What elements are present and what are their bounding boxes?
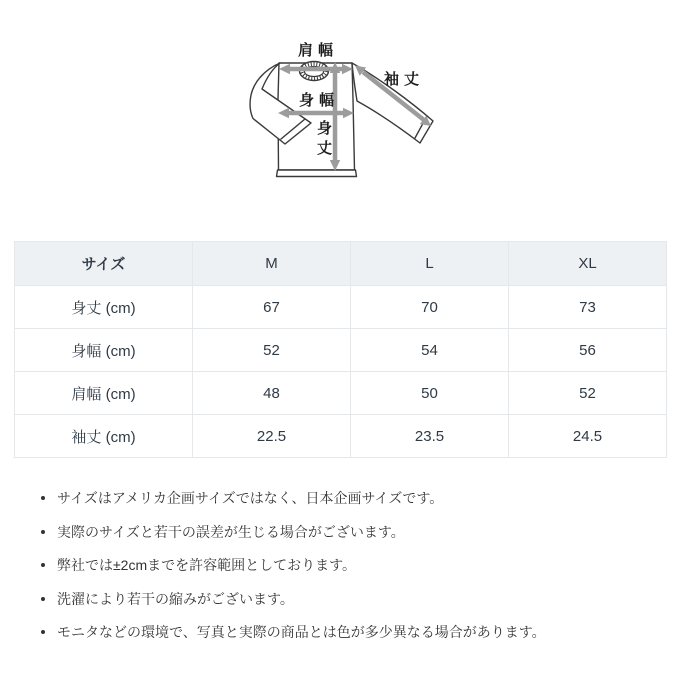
shirt-measurement-svg (0, 0, 680, 235)
row-label: 肩幅 (cm) (15, 372, 193, 415)
cell-value: 52 (509, 372, 667, 415)
cell-value: 48 (193, 372, 351, 415)
list-item (40, 523, 660, 543)
shoulder-width-label: 肩幅 (298, 42, 339, 59)
size-table-header-l: L (351, 242, 509, 286)
table-row-shoulder-width (15, 372, 667, 415)
size-table (14, 241, 667, 458)
bullet-icon (41, 597, 45, 601)
note-text: 弊社では±2cmまでを許容範囲としております。 (57, 557, 357, 574)
sleeve-length-label: 袖丈 (384, 71, 425, 88)
size-table-header-row (15, 242, 667, 286)
cell-value: 67 (193, 286, 351, 329)
list-item (40, 489, 660, 509)
note-text: 実際のサイズと若干の誤差が生じる場合がございます。 (57, 523, 405, 540)
note-text: サイズはアメリカ企画サイズではなく、日本企画サイズです。 (57, 490, 444, 506)
list-item (40, 623, 660, 643)
bullet-icon (41, 530, 45, 534)
bullet-icon (41, 496, 45, 500)
cell-value: 24.5 (509, 415, 667, 458)
bullet-icon (41, 563, 45, 567)
size-table-header-size: サイズ (15, 242, 193, 286)
list-item (40, 556, 660, 576)
cell-value: 70 (351, 286, 509, 329)
table-row-sleeve-length (15, 415, 667, 458)
cell-value: 50 (351, 372, 509, 415)
note-text: 洗濯により若干の縮みがございます。 (57, 590, 294, 607)
row-label: 身丈 (cm) (15, 286, 193, 329)
list-item (40, 590, 660, 610)
size-table-header-xl: XL (509, 242, 667, 286)
cell-value: 73 (509, 286, 667, 329)
cell-value: 22.5 (193, 415, 351, 458)
table-row-body-length (15, 286, 667, 329)
row-label: 身幅 (cm) (15, 329, 193, 372)
body-width-label: 身幅 (299, 92, 340, 109)
note-text: モニタなどの環境で、写真と実際の商品とは色が多少異なる場合があります。 (57, 624, 546, 641)
cell-value: 23.5 (351, 415, 509, 458)
shirt-hem (277, 170, 357, 177)
size-diagram (0, 0, 680, 235)
table-row-body-width (15, 329, 667, 372)
bullet-icon (41, 630, 45, 634)
notes-list (40, 489, 660, 643)
size-table-header-m: M (193, 242, 351, 286)
body-length-label: 身丈 (315, 120, 332, 160)
cell-value: 56 (509, 329, 667, 372)
cell-value: 52 (193, 329, 351, 372)
row-label: 袖丈 (cm) (15, 415, 193, 458)
cell-value: 54 (351, 329, 509, 372)
